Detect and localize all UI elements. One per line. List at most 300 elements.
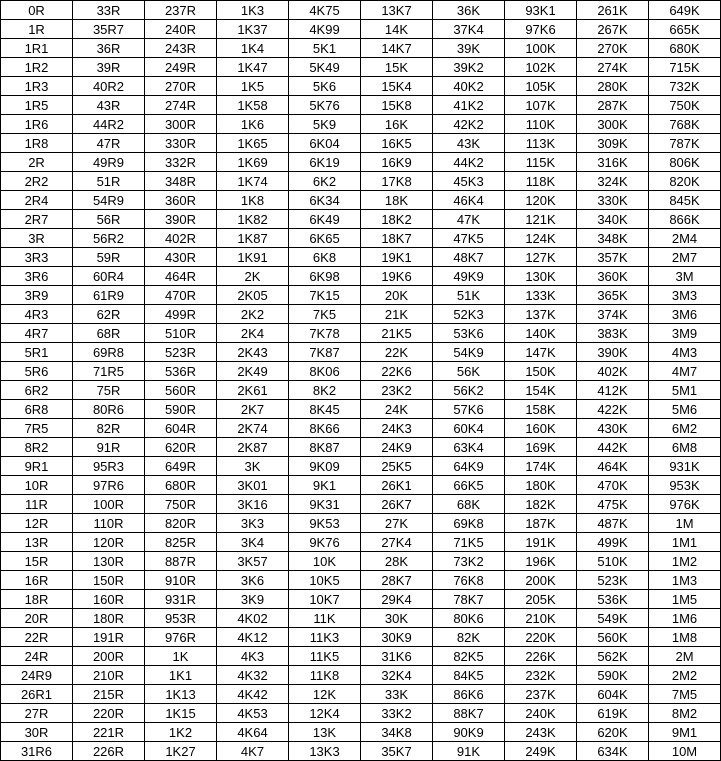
table-cell: 60K4 — [433, 419, 505, 438]
table-cell: 845K — [649, 191, 721, 210]
table-cell: 2R4 — [1, 191, 73, 210]
table-cell: 3M9 — [649, 324, 721, 343]
table-cell: 22K — [361, 343, 433, 362]
table-cell: 1K4 — [217, 39, 289, 58]
table-cell: 1K15 — [145, 704, 217, 723]
table-row — [1, 362, 721, 381]
table-cell: 332R — [145, 153, 217, 172]
table-cell: 31K6 — [361, 647, 433, 666]
table-cell: 3K3 — [217, 514, 289, 533]
table-cell: 2R2 — [1, 172, 73, 191]
table-cell: 1K2 — [145, 723, 217, 742]
table-cell: 5K49 — [289, 58, 361, 77]
table-cell: 52K3 — [433, 305, 505, 324]
table-cell: 60R4 — [73, 267, 145, 286]
table-cell: 71R5 — [73, 362, 145, 381]
table-cell: 2K7 — [217, 400, 289, 419]
table-row — [1, 229, 721, 248]
table-cell: 11K8 — [289, 666, 361, 685]
table-cell: 1K58 — [217, 96, 289, 115]
table-row — [1, 96, 721, 115]
table-cell: 160K — [505, 419, 577, 438]
table-cell: 787K — [649, 134, 721, 153]
table-cell: 10K — [289, 552, 361, 571]
table-cell: 36R — [73, 39, 145, 58]
table-cell: 24K — [361, 400, 433, 419]
table-cell: 1R3 — [1, 77, 73, 96]
table-cell: 2K2 — [217, 305, 289, 324]
table-row — [1, 58, 721, 77]
table-cell: 44R2 — [73, 115, 145, 134]
table-cell: 2R7 — [1, 210, 73, 229]
table-cell: 6M2 — [649, 419, 721, 438]
table-cell: 732K — [649, 77, 721, 96]
table-cell: 806K — [649, 153, 721, 172]
table-cell: 9K76 — [289, 533, 361, 552]
table-cell: 1K1 — [145, 666, 217, 685]
table-cell: 120R — [73, 533, 145, 552]
table-cell: 274R — [145, 96, 217, 115]
table-cell: 768K — [649, 115, 721, 134]
table-row — [1, 609, 721, 628]
table-cell: 6K65 — [289, 229, 361, 248]
table-cell: 36K — [433, 1, 505, 20]
table-cell: 390K — [577, 343, 649, 362]
table-cell: 249R — [145, 58, 217, 77]
table-cell: 33R — [73, 1, 145, 20]
table-cell: 118K — [505, 172, 577, 191]
table-cell: 69R8 — [73, 343, 145, 362]
table-cell: 16K5 — [361, 134, 433, 153]
table-cell: 110K — [505, 115, 577, 134]
table-cell: 560K — [577, 628, 649, 647]
table-cell: 48K7 — [433, 248, 505, 267]
table-cell: 442K — [577, 438, 649, 457]
table-cell: 1K13 — [145, 685, 217, 704]
table-cell: 30K — [361, 609, 433, 628]
table-cell: 3K16 — [217, 495, 289, 514]
table-cell: 270R — [145, 77, 217, 96]
table-cell: 102K — [505, 58, 577, 77]
table-cell: 210K — [505, 609, 577, 628]
table-cell: 97K6 — [505, 20, 577, 39]
table-cell: 887R — [145, 552, 217, 571]
table-cell: 56R — [73, 210, 145, 229]
table-cell: 10R — [1, 476, 73, 495]
table-cell: 29K4 — [361, 590, 433, 609]
table-cell: 160R — [73, 590, 145, 609]
table-cell: 953R — [145, 609, 217, 628]
table-cell: 267K — [577, 20, 649, 39]
table-cell: 4K02 — [217, 609, 289, 628]
table-row — [1, 248, 721, 267]
table-cell: 51R — [73, 172, 145, 191]
table-cell: 348R — [145, 172, 217, 191]
table-cell: 15K8 — [361, 96, 433, 115]
table-cell: 0R — [1, 1, 73, 20]
table-row — [1, 286, 721, 305]
table-cell: 300K — [577, 115, 649, 134]
table-row — [1, 704, 721, 723]
table-cell: 39R — [73, 58, 145, 77]
table-cell: 93K1 — [505, 1, 577, 20]
table-cell: 105K — [505, 77, 577, 96]
table-cell: 1M6 — [649, 609, 721, 628]
table-cell: 604K — [577, 685, 649, 704]
table-cell: 562K — [577, 647, 649, 666]
table-cell: 1K47 — [217, 58, 289, 77]
table-cell: 200R — [73, 647, 145, 666]
table-cell: 44K2 — [433, 153, 505, 172]
table-cell: 200K — [505, 571, 577, 590]
table-cell: 191K — [505, 533, 577, 552]
table-cell: 91K — [433, 742, 505, 761]
table-cell: 590R — [145, 400, 217, 419]
table-cell: 1K6 — [217, 115, 289, 134]
table-cell: 130K — [505, 267, 577, 286]
table-cell: 42K2 — [433, 115, 505, 134]
table-cell: 37K4 — [433, 20, 505, 39]
table-cell: 24K3 — [361, 419, 433, 438]
table-row — [1, 134, 721, 153]
table-cell: 68K — [433, 495, 505, 514]
table-cell: 82K — [433, 628, 505, 647]
table-cell: 604R — [145, 419, 217, 438]
table-cell: 4K75 — [289, 1, 361, 20]
table-row — [1, 495, 721, 514]
table-cell: 1K37 — [217, 20, 289, 39]
table-cell: 3M3 — [649, 286, 721, 305]
table-cell: 464K — [577, 457, 649, 476]
table-cell: 16R — [1, 571, 73, 590]
table-cell: 9K53 — [289, 514, 361, 533]
table-cell: 309K — [577, 134, 649, 153]
table-cell: 1K91 — [217, 248, 289, 267]
table-cell: 39K2 — [433, 58, 505, 77]
table-cell: 270K — [577, 39, 649, 58]
table-row — [1, 552, 721, 571]
table-cell: 475K — [577, 495, 649, 514]
table-cell: 4M3 — [649, 343, 721, 362]
table-cell: 237K — [505, 685, 577, 704]
table-cell: 243R — [145, 39, 217, 58]
table-cell: 100K — [505, 39, 577, 58]
table-cell: 1K65 — [217, 134, 289, 153]
table-cell: 49R9 — [73, 153, 145, 172]
table-cell: 18K7 — [361, 229, 433, 248]
table-cell: 16K — [361, 115, 433, 134]
table-cell: 487K — [577, 514, 649, 533]
table-cell: 2M7 — [649, 248, 721, 267]
table-cell: 71K5 — [433, 533, 505, 552]
table-cell: 1R1 — [1, 39, 73, 58]
table-cell: 12K4 — [289, 704, 361, 723]
table-cell: 237R — [145, 1, 217, 20]
table-cell: 226R — [73, 742, 145, 761]
table-cell: 9M1 — [649, 723, 721, 742]
table-row — [1, 647, 721, 666]
table-cell: 21K — [361, 305, 433, 324]
table-cell: 57K6 — [433, 400, 505, 419]
table-cell: 47K — [433, 210, 505, 229]
table-cell: 470K — [577, 476, 649, 495]
table-cell: 1K74 — [217, 172, 289, 191]
table-cell: 26K7 — [361, 495, 433, 514]
table-cell: 76K8 — [433, 571, 505, 590]
table-cell: 1R8 — [1, 134, 73, 153]
resistor-value-table-body — [1, 1, 721, 761]
table-cell: 549K — [577, 609, 649, 628]
table-cell: 30K9 — [361, 628, 433, 647]
table-cell: 180K — [505, 476, 577, 495]
table-cell: 80R6 — [73, 400, 145, 419]
table-cell: 91R — [73, 438, 145, 457]
table-cell: 430K — [577, 419, 649, 438]
table-cell: 4K3 — [217, 647, 289, 666]
table-row — [1, 666, 721, 685]
table-cell: 158K — [505, 400, 577, 419]
table-row — [1, 172, 721, 191]
table-cell: 56R2 — [73, 229, 145, 248]
table-cell: 240R — [145, 20, 217, 39]
table-cell: 523R — [145, 343, 217, 362]
table-cell: 590K — [577, 666, 649, 685]
table-cell: 215R — [73, 685, 145, 704]
table-cell: 49K9 — [433, 267, 505, 286]
table-row — [1, 1, 721, 20]
table-cell: 107K — [505, 96, 577, 115]
table-cell: 191R — [73, 628, 145, 647]
table-cell: 348K — [577, 229, 649, 248]
table-cell: 115K — [505, 153, 577, 172]
table-cell: 7K15 — [289, 286, 361, 305]
table-cell: 324K — [577, 172, 649, 191]
table-cell: 1M3 — [649, 571, 721, 590]
table-cell: 100R — [73, 495, 145, 514]
table-cell: 2M2 — [649, 666, 721, 685]
table-cell: 19K6 — [361, 267, 433, 286]
table-cell: 357K — [577, 248, 649, 267]
table-cell: 931K — [649, 457, 721, 476]
table-cell: 88K7 — [433, 704, 505, 723]
table-cell: 287K — [577, 96, 649, 115]
table-cell: 7R5 — [1, 419, 73, 438]
table-cell: 976R — [145, 628, 217, 647]
table-cell: 3M — [649, 267, 721, 286]
table-cell: 3K6 — [217, 571, 289, 590]
table-cell: 56K2 — [433, 381, 505, 400]
table-cell: 64K9 — [433, 457, 505, 476]
table-cell: 2K43 — [217, 343, 289, 362]
table-cell: 43R — [73, 96, 145, 115]
table-cell: 23K2 — [361, 381, 433, 400]
table-row — [1, 381, 721, 400]
table-cell: 80K6 — [433, 609, 505, 628]
table-cell: 649K — [649, 1, 721, 20]
table-row — [1, 191, 721, 210]
table-cell: 78K7 — [433, 590, 505, 609]
table-cell: 3K57 — [217, 552, 289, 571]
table-row — [1, 267, 721, 286]
table-cell: 750R — [145, 495, 217, 514]
table-cell: 680K — [649, 39, 721, 58]
table-cell: 13K — [289, 723, 361, 742]
table-row — [1, 39, 721, 58]
table-cell: 5K76 — [289, 96, 361, 115]
table-cell: 4K64 — [217, 723, 289, 742]
table-cell: 26K1 — [361, 476, 433, 495]
table-cell: 174K — [505, 457, 577, 476]
table-cell: 1K82 — [217, 210, 289, 229]
table-cell: 243K — [505, 723, 577, 742]
table-cell: 412K — [577, 381, 649, 400]
table-cell: 124K — [505, 229, 577, 248]
table-cell: 2M — [649, 647, 721, 666]
table-cell: 620K — [577, 723, 649, 742]
table-cell: 39K — [433, 39, 505, 58]
table-cell: 28K7 — [361, 571, 433, 590]
table-cell: 6K98 — [289, 267, 361, 286]
table-row — [1, 723, 721, 742]
table-row — [1, 324, 721, 343]
table-row — [1, 305, 721, 324]
table-cell: 140K — [505, 324, 577, 343]
table-cell: 665K — [649, 20, 721, 39]
table-cell: 84K5 — [433, 666, 505, 685]
table-cell: 8M2 — [649, 704, 721, 723]
table-cell: 26R1 — [1, 685, 73, 704]
table-cell: 249K — [505, 742, 577, 761]
table-cell: 113K — [505, 134, 577, 153]
table-cell: 147K — [505, 343, 577, 362]
table-cell: 18K2 — [361, 210, 433, 229]
table-cell: 365K — [577, 286, 649, 305]
table-row — [1, 514, 721, 533]
table-cell: 510R — [145, 324, 217, 343]
table-cell: 10M — [649, 742, 721, 761]
table-cell: 18R — [1, 590, 73, 609]
table-cell: 6R2 — [1, 381, 73, 400]
table-cell: 464R — [145, 267, 217, 286]
table-cell: 6M8 — [649, 438, 721, 457]
table-cell: 6R8 — [1, 400, 73, 419]
table-cell: 34K8 — [361, 723, 433, 742]
table-cell: 53K6 — [433, 324, 505, 343]
table-cell: 330R — [145, 134, 217, 153]
table-cell: 274K — [577, 58, 649, 77]
table-row — [1, 742, 721, 761]
table-cell: 17K8 — [361, 172, 433, 191]
table-cell: 523K — [577, 571, 649, 590]
table-cell: 90K9 — [433, 723, 505, 742]
table-cell: 47K5 — [433, 229, 505, 248]
table-cell: 73K2 — [433, 552, 505, 571]
table-cell: 56K — [433, 362, 505, 381]
table-cell: 121K — [505, 210, 577, 229]
table-cell: 18K — [361, 191, 433, 210]
table-row — [1, 20, 721, 39]
table-cell: 221R — [73, 723, 145, 742]
table-cell: 316K — [577, 153, 649, 172]
table-cell: 9K1 — [289, 476, 361, 495]
table-cell: 86K6 — [433, 685, 505, 704]
table-cell: 11K3 — [289, 628, 361, 647]
table-cell: 2K74 — [217, 419, 289, 438]
table-cell: 1R6 — [1, 115, 73, 134]
table-cell: 3R — [1, 229, 73, 248]
table-cell: 1K — [145, 647, 217, 666]
table-cell: 5R6 — [1, 362, 73, 381]
table-cell: 35K7 — [361, 742, 433, 761]
table-cell: 11K — [289, 609, 361, 628]
table-cell: 300R — [145, 115, 217, 134]
table-cell: 2K61 — [217, 381, 289, 400]
table-cell: 390R — [145, 210, 217, 229]
table-cell: 232K — [505, 666, 577, 685]
table-cell: 3R6 — [1, 267, 73, 286]
table-cell: 66K5 — [433, 476, 505, 495]
table-cell: 820K — [649, 172, 721, 191]
table-cell: 2R — [1, 153, 73, 172]
table-cell: 43K — [433, 134, 505, 153]
table-cell: 150K — [505, 362, 577, 381]
table-cell: 12R — [1, 514, 73, 533]
table-row — [1, 685, 721, 704]
table-cell: 13K7 — [361, 1, 433, 20]
table-cell: 4K32 — [217, 666, 289, 685]
table-cell: 8K45 — [289, 400, 361, 419]
table-cell: 54K9 — [433, 343, 505, 362]
table-cell: 1K5 — [217, 77, 289, 96]
table-cell: 9K31 — [289, 495, 361, 514]
table-cell: 22R — [1, 628, 73, 647]
table-cell: 25K5 — [361, 457, 433, 476]
table-row — [1, 438, 721, 457]
table-cell: 6K34 — [289, 191, 361, 210]
table-cell: 1M8 — [649, 628, 721, 647]
table-cell: 261K — [577, 1, 649, 20]
table-cell: 1R2 — [1, 58, 73, 77]
table-cell: 220K — [505, 628, 577, 647]
table-cell: 180R — [73, 609, 145, 628]
table-cell: 910R — [145, 571, 217, 590]
table-cell: 11R — [1, 495, 73, 514]
table-cell: 22K6 — [361, 362, 433, 381]
table-cell: 27K4 — [361, 533, 433, 552]
table-cell: 97R6 — [73, 476, 145, 495]
table-cell: 27R — [1, 704, 73, 723]
table-cell: 220R — [73, 704, 145, 723]
table-cell: 9R1 — [1, 457, 73, 476]
table-cell: 95R3 — [73, 457, 145, 476]
table-cell: 7M5 — [649, 685, 721, 704]
table-cell: 2K4 — [217, 324, 289, 343]
table-row — [1, 210, 721, 229]
table-cell: 402K — [577, 362, 649, 381]
table-cell: 5M1 — [649, 381, 721, 400]
table-cell: 680R — [145, 476, 217, 495]
table-cell: 4K42 — [217, 685, 289, 704]
table-cell: 32K4 — [361, 666, 433, 685]
table-cell: 330K — [577, 191, 649, 210]
table-cell: 360R — [145, 191, 217, 210]
table-cell: 430R — [145, 248, 217, 267]
table-cell: 226K — [505, 647, 577, 666]
table-cell: 82R — [73, 419, 145, 438]
table-cell: 14K — [361, 20, 433, 39]
table-cell: 499K — [577, 533, 649, 552]
table-cell: 21K5 — [361, 324, 433, 343]
